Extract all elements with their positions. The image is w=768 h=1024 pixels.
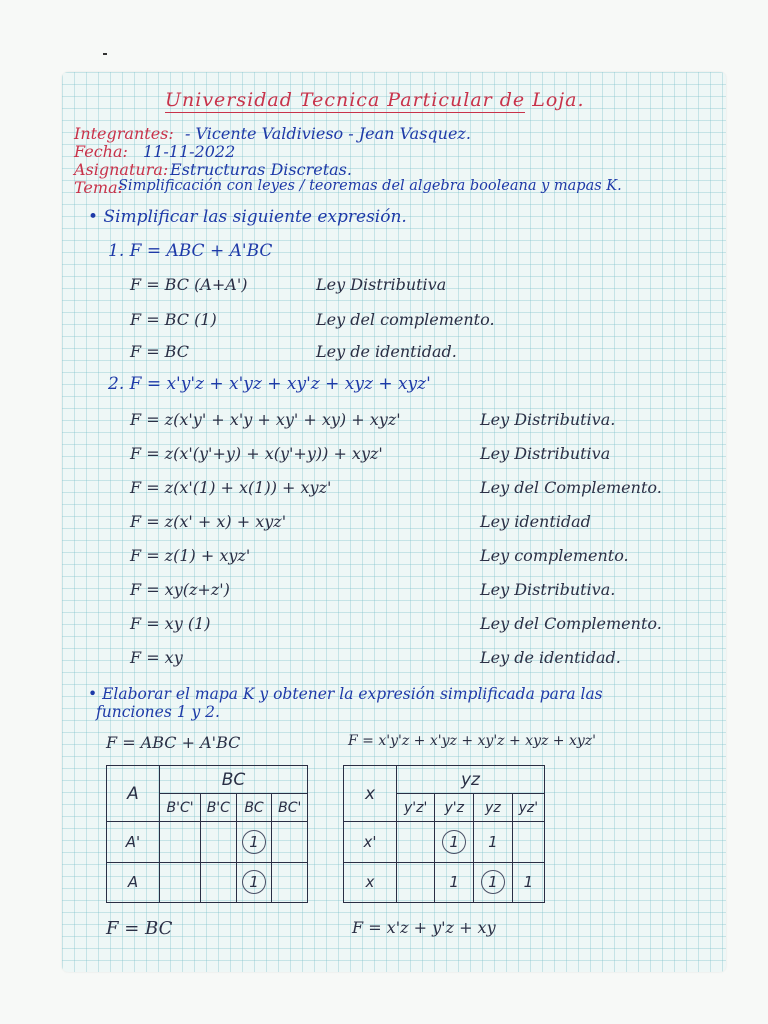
kmap-1 (106, 765, 308, 903)
kmap2-col-variable: yz (397, 766, 545, 794)
kmap1-col-header: B'C' (160, 794, 201, 822)
kmap2-cell: 1 (435, 862, 474, 902)
kmap2-cell (397, 822, 435, 862)
ex2-step-law: Ley complemento. (480, 546, 629, 565)
ex2-step-expr: F = z(x'(1) + x(1)) + xyz' (130, 478, 332, 497)
kmap2-cell: 1 (474, 822, 513, 862)
kmap2-cell: 1 (512, 862, 544, 902)
ex2-step-expr: F = z(x'y' + x'y + xy' + xy) + xyz' (130, 410, 401, 429)
ex2-step-expr: F = xy(z+z') (130, 580, 230, 599)
kmap1-cell-value: 1 (242, 830, 266, 854)
date-label: Fecha: (74, 142, 128, 161)
map1-result: F = BC (106, 918, 173, 939)
topic-label: Tema: (74, 178, 123, 197)
university-title: Universidad Tecnica Particular de Loja. (165, 89, 585, 111)
ex2-step-expr: F = xy (1) (130, 614, 211, 633)
ex2-step-expr: F = z(1) + xyz' (130, 546, 251, 565)
kmap1-cell (201, 862, 236, 902)
kmap2-cell (474, 862, 513, 902)
kmap1-cell (160, 822, 201, 862)
kmap1-col-header: BC' (272, 794, 308, 822)
ex2-heading: 2. F = x'y'z + x'yz + xy'z + xyz + xyz' (108, 374, 431, 394)
kmap1-row-label: A (107, 862, 160, 902)
kmap2-cell-value: 1 (481, 870, 505, 894)
kmap1-col-header: BC (236, 794, 272, 822)
members-label: Integrantes: (74, 124, 174, 143)
kmap2-cell (435, 822, 474, 862)
map2-result: F = x'z + y'z + xy (352, 918, 496, 937)
section2-title-line2: funciones 1 y 2. (96, 703, 220, 721)
members-value: - Vicente Valdivieso - Jean Vasquez. (185, 124, 471, 143)
kmap1-cell-value: 1 (242, 870, 266, 894)
ex1-heading: 1. F = ABC + A'BC (108, 241, 273, 261)
subject-value: Estructuras Discretas. (170, 160, 352, 179)
ex2-step-law: Ley identidad (480, 512, 591, 531)
kmap1-cell (236, 822, 272, 862)
kmap2-col-header: yz' (512, 794, 544, 822)
ex2-step-law: Ley del Complemento. (480, 478, 662, 497)
ex2-step-law: Ley Distributiva (480, 444, 611, 463)
kmap1-col-variable: BC (160, 766, 308, 794)
kmap1-col-header: B'C (201, 794, 236, 822)
ex2-step-law: Ley de identidad. (480, 648, 621, 667)
kmap1-cell (272, 822, 308, 862)
kmap2-row-variable: x (344, 766, 397, 822)
ex2-step-expr: F = z(x' + x) + xyz' (130, 512, 287, 531)
kmap2-col-header: y'z' (397, 794, 435, 822)
section2-title-line1: • Elaborar el mapa K y obtener la expresión simplificada para las (88, 685, 603, 703)
subject-label: Asignatura: (74, 160, 169, 179)
kmap2-row-label: x (344, 862, 397, 902)
kmap1-cell (236, 862, 272, 902)
kmap2-cell-value: 1 (442, 830, 466, 854)
kmap1-cell (160, 862, 201, 902)
kmap2-cell (512, 822, 544, 862)
kmap2-col-header: y'z (435, 794, 474, 822)
topic-value: Simplificación con leyes / teoremas del algebra booleana y mapas K. (118, 178, 622, 194)
kmap2-row-label: x' (344, 822, 397, 862)
kmap1-cell (201, 822, 236, 862)
kmap1-row-variable: A (107, 766, 160, 822)
date-value: 11-11-2022 (143, 142, 236, 161)
ex2-step-expr: F = z(x'(y'+y) + x(y'+y)) + xyz' (130, 444, 383, 463)
kmap1-row-label: A' (107, 822, 160, 862)
ex1-step-law: Ley del complemento. (316, 310, 495, 329)
ex1-step-law: Ley de identidad. (316, 342, 457, 361)
ex1-step-expr: F = BC (1) (130, 310, 217, 329)
section1-title: • Simplificar las siguiente expresión. (88, 207, 407, 227)
kmap-2 (343, 765, 545, 903)
kmap2-col-header: yz (474, 794, 513, 822)
ex1-step-expr: F = BC (130, 342, 189, 361)
kmap2-cell (397, 862, 435, 902)
ex1-step-expr: F = BC (A+A') (130, 275, 248, 294)
title-underline (165, 112, 525, 113)
ex2-step-law: Ley del Complemento. (480, 614, 662, 633)
kmap1-cell (272, 862, 308, 902)
ex2-step-law: Ley Distributiva. (480, 410, 616, 429)
ex2-step-law: Ley Distributiva. (480, 580, 616, 599)
ex2-step-expr: F = xy (130, 648, 183, 667)
map1-function: F = ABC + A'BC (106, 733, 241, 752)
ex1-step-law: Ley Distributiva (316, 275, 447, 294)
ink-dot (103, 53, 107, 55)
map2-function: F = x'y'z + x'yz + xy'z + xyz + xyz' (348, 733, 597, 749)
